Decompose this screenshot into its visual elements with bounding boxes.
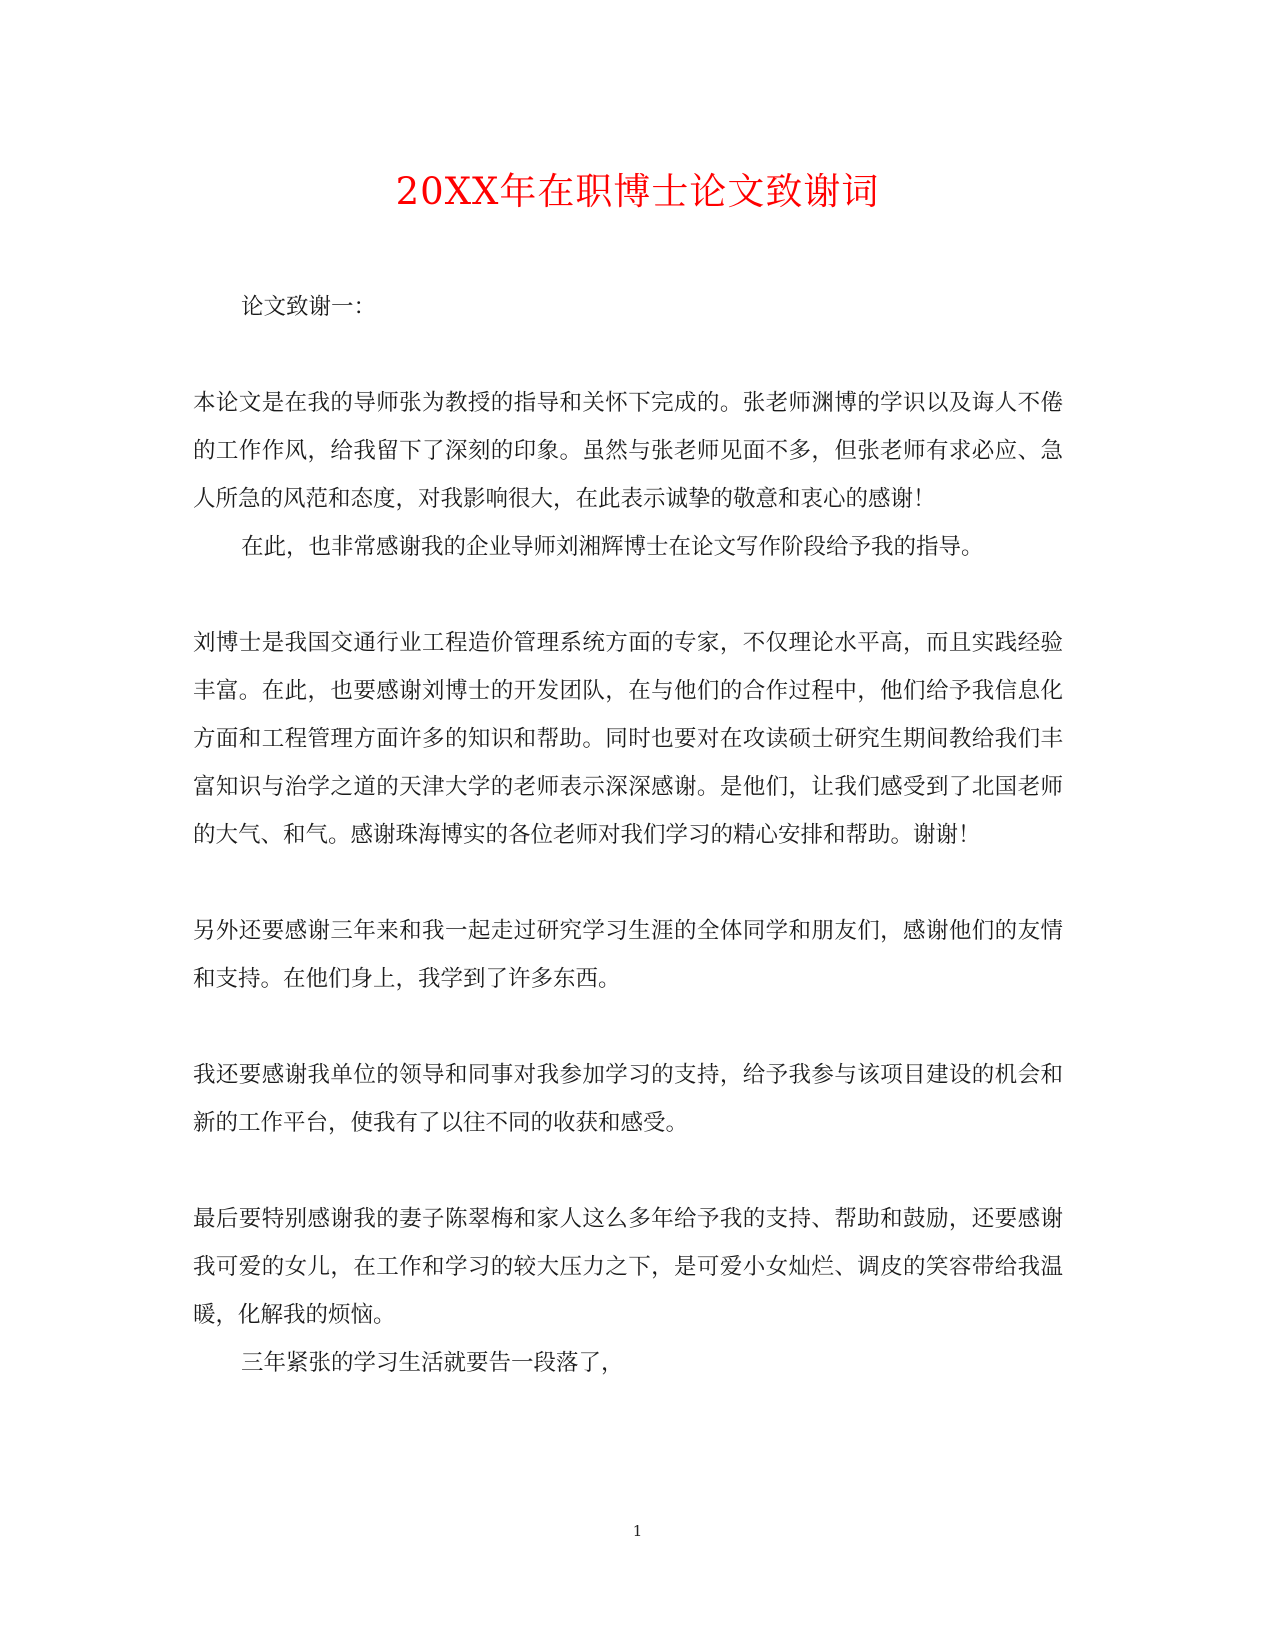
paragraph: 在此，也非常感谢我的企业导师刘湘辉博士在论文写作阶段给予我的指导。 [241,534,984,560]
paragraph-heading: 论文致谢一： [241,294,377,320]
page-number: 1 [632,1522,643,1540]
paragraph: 最后要特别感谢我的妻子陈翠梅和家人这么多年给予我的支持、帮助和鼓励，还要感谢我可爱的女儿，在工作和学习的较大压力之下，是可爱小女灿烂、调皮的笑容带给我温暖，化解我的烦恼。 [193,1206,1063,1328]
paragraph-spacer [193,331,1063,379]
paragraph: 另外还要感谢三年来和我一起走过研究学习生涯的全体同学和朋友们，感谢他们的友情和支持。在他们身上，我学到了许多东西。 [193,918,1063,992]
paragraph-spacer [193,1147,1063,1195]
document-title: 20XX年在职博士论文致谢词 [395,170,880,213]
paragraph: 三年紧张的学习生活就要告一段落了， [241,1350,624,1376]
paragraph-spacer [193,571,1063,619]
paragraph: 刘博士是我国交通行业工程造价管理系统方面的专家，不仅理论水平高，而且实践经验丰富。在此，也要感谢刘博士的开发团队，在与他们的合作过程中，他们给予我信息化方面和工程管理方面许多的知识和帮助。同时也要对在攻读硕士研究生期间教给我们丰富知识与治学之道的天津大学的老师表示深深感谢。是他们，让我们感受到了北国老师的大气、和气。感谢珠海博实的各位老师对我们学习的精心安排和帮助。谢谢！ [193,630,1063,848]
paragraph-spacer [193,1003,1063,1051]
document-body [193,283,1063,1387]
paragraph: 我还要感谢我单位的领导和同事对我参加学习的支持，给予我参与该项目建设的机会和新的工作平台，使我有了以往不同的收获和感受。 [193,1062,1063,1136]
paragraph-spacer [193,859,1063,907]
paragraph: 本论文是在我的导师张为教授的指导和关怀下完成的。张老师渊博的学识以及诲人不倦的工作作风，给我留下了深刻的印象。虽然与张老师见面不多，但张老师有求必应、急人所急的风范和态度，对我影响很大，在此表示诚挚的敬意和衷心的感谢！ [193,390,1063,512]
